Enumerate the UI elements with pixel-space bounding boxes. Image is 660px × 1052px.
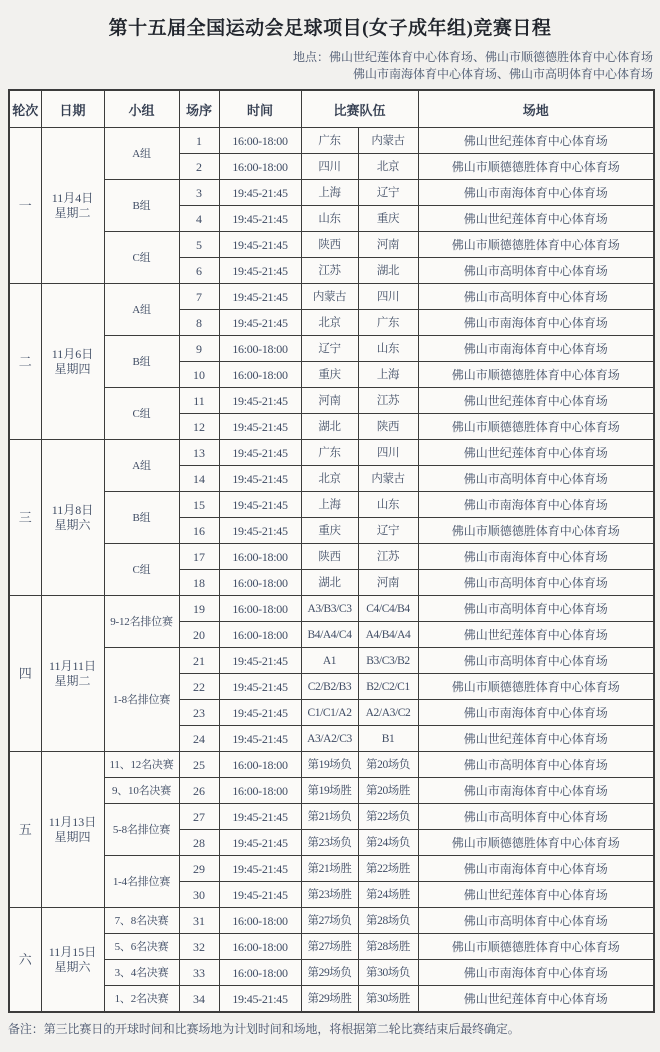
team2-cell: 四川 — [358, 440, 418, 466]
team1-cell: A3/B3/C3 — [301, 596, 358, 622]
team1-cell: 第21场胜 — [301, 856, 358, 882]
group-cell: C组 — [104, 544, 179, 596]
date-text: 11月6日 — [51, 346, 94, 361]
team2-cell: 上海 — [358, 362, 418, 388]
time-cell: 16:00-18:00 — [219, 960, 301, 986]
match-no-cell: 9 — [179, 336, 219, 362]
team1-cell: 第27场胜 — [301, 934, 358, 960]
group-cell: A组 — [104, 440, 179, 492]
venue-cell: 佛山市南海体育中心体育场 — [418, 700, 654, 726]
team1-cell: 第19场负 — [301, 752, 358, 778]
group-cell: 5-8名排位赛 — [104, 804, 179, 856]
venue-cell: 佛山世纪莲体育中心体育场 — [418, 388, 654, 414]
table-row — [9, 284, 654, 310]
group-cell: B组 — [104, 180, 179, 232]
round-cell: 六 — [9, 908, 41, 1013]
date-cell — [41, 596, 104, 752]
time-cell: 19:45-21:45 — [219, 310, 301, 336]
team1-cell: 第29场胜 — [301, 986, 358, 1013]
match-no-cell: 25 — [179, 752, 219, 778]
page-title: 第十五届全国运动会足球项目(女子成年组)竞赛日程 — [108, 18, 552, 39]
team2-cell: 内蒙古 — [358, 128, 418, 154]
team2-cell: 江苏 — [358, 388, 418, 414]
time-cell: 16:00-18:00 — [219, 596, 301, 622]
team1-cell: 陕西 — [301, 544, 358, 570]
weekday-text: 星期四 — [54, 829, 91, 844]
time-cell: 16:00-18:00 — [219, 362, 301, 388]
group-cell: 9-12名排位赛 — [104, 596, 179, 648]
group-cell: C组 — [104, 232, 179, 284]
team1-cell: 第29场负 — [301, 960, 358, 986]
match-no-cell: 11 — [179, 388, 219, 414]
group-cell: 1-8名排位赛 — [104, 648, 179, 752]
table-row — [9, 908, 654, 934]
time-cell: 19:45-21:45 — [219, 284, 301, 310]
team2-cell: 第22场负 — [358, 804, 418, 830]
group-cell: B组 — [104, 492, 179, 544]
group-cell: 11、12名决赛 — [104, 752, 179, 778]
date-text: 11月8日 — [51, 502, 94, 517]
venue-cell: 佛山市南海体育中心体育场 — [418, 336, 654, 362]
team2-cell: 四川 — [358, 284, 418, 310]
team2-cell: C4/C4/B4 — [358, 596, 418, 622]
time-cell: 19:45-21:45 — [219, 804, 301, 830]
time-cell: 19:45-21:45 — [219, 700, 301, 726]
venue-cell: 佛山市顺德德胜体育中心体育场 — [418, 414, 654, 440]
weekday-text: 星期四 — [54, 361, 91, 376]
venue-cell: 佛山世纪莲体育中心体育场 — [418, 882, 654, 908]
time-cell: 19:45-21:45 — [219, 258, 301, 284]
date-cell — [41, 284, 104, 440]
team2-cell: 广东 — [358, 310, 418, 336]
venue-cell: 佛山市高明体育中心体育场 — [418, 752, 654, 778]
group-cell: A组 — [104, 128, 179, 180]
team2-cell: 陕西 — [358, 414, 418, 440]
team1-cell: 四川 — [301, 154, 358, 180]
venue-cell: 佛山市顺德德胜体育中心体育场 — [418, 934, 654, 960]
team2-cell: 河南 — [358, 570, 418, 596]
time-cell: 19:45-21:45 — [219, 726, 301, 752]
venues-line-2: 佛山市南海体育中心体育场、佛山市高明体育中心体育场 — [352, 66, 653, 81]
header-group: 小组 — [104, 90, 179, 128]
venue-cell: 佛山世纪莲体育中心体育场 — [418, 128, 654, 154]
table-row — [9, 596, 654, 622]
venue-cell: 佛山市南海体育中心体育场 — [418, 492, 654, 518]
time-cell: 19:45-21:45 — [219, 206, 301, 232]
group-cell: A组 — [104, 284, 179, 336]
team2-cell: B2/C2/C1 — [358, 674, 418, 700]
table-row — [9, 778, 654, 804]
match-no-cell: 28 — [179, 830, 219, 856]
date-text: 11月4日 — [51, 190, 94, 205]
team2-cell: 第24场胜 — [358, 882, 418, 908]
match-no-cell: 23 — [179, 700, 219, 726]
table-row — [9, 934, 654, 960]
time-cell: 16:00-18:00 — [219, 752, 301, 778]
time-cell: 19:45-21:45 — [219, 492, 301, 518]
match-no-cell: 8 — [179, 310, 219, 336]
time-cell: 19:45-21:45 — [219, 388, 301, 414]
time-cell: 19:45-21:45 — [219, 856, 301, 882]
venue-cell: 佛山世纪莲体育中心体育场 — [418, 986, 654, 1013]
team1-cell: 北京 — [301, 310, 358, 336]
team2-cell: 重庆 — [358, 206, 418, 232]
venue-cell: 佛山市南海体育中心体育场 — [418, 778, 654, 804]
table-row — [9, 648, 654, 674]
team2-cell: 第24场负 — [358, 830, 418, 856]
team1-cell: A1 — [301, 648, 358, 674]
group-cell: 7、8名决赛 — [104, 908, 179, 934]
team2-cell: B1 — [358, 726, 418, 752]
time-cell: 19:45-21:45 — [219, 466, 301, 492]
match-no-cell: 24 — [179, 726, 219, 752]
match-no-cell: 5 — [179, 232, 219, 258]
time-cell: 16:00-18:00 — [219, 908, 301, 934]
time-cell: 19:45-21:45 — [219, 830, 301, 856]
match-no-cell: 20 — [179, 622, 219, 648]
weekday-text: 星期六 — [54, 517, 91, 532]
team2-cell: A4/B4/A4 — [358, 622, 418, 648]
team2-cell: 第20场胜 — [358, 778, 418, 804]
match-no-cell: 17 — [179, 544, 219, 570]
venue-cell: 佛山市高明体育中心体育场 — [418, 466, 654, 492]
table-row — [9, 986, 654, 1013]
group-cell: 9、10名决赛 — [104, 778, 179, 804]
team1-cell: 第23场胜 — [301, 882, 358, 908]
team1-cell: 山东 — [301, 206, 358, 232]
date-text: 11月11日 — [48, 658, 97, 673]
match-no-cell: 31 — [179, 908, 219, 934]
header-teams: 比赛队伍 — [301, 90, 418, 128]
time-cell: 19:45-21:45 — [219, 440, 301, 466]
match-no-cell: 18 — [179, 570, 219, 596]
team1-cell: C1/C1/A2 — [301, 700, 358, 726]
match-no-cell: 30 — [179, 882, 219, 908]
match-no-cell: 7 — [179, 284, 219, 310]
table-row — [9, 960, 654, 986]
team2-cell: 第30场负 — [358, 960, 418, 986]
team1-cell: A3/A2/C3 — [301, 726, 358, 752]
venue-cell: 佛山市高明体育中心体育场 — [418, 648, 654, 674]
match-no-cell: 21 — [179, 648, 219, 674]
time-cell: 16:00-18:00 — [219, 570, 301, 596]
footnote: 备注：第三比赛日的开球时间和比赛场地为计划时间和场地，将根据第二轮比赛结束后最终确定。 — [8, 1022, 520, 1036]
header-round: 轮次 — [9, 90, 41, 128]
group-cell: 1、2名决赛 — [104, 986, 179, 1013]
team1-cell: 广东 — [301, 440, 358, 466]
round-cell: 一 — [9, 128, 41, 284]
match-no-cell: 15 — [179, 492, 219, 518]
date-text: 11月13日 — [48, 814, 97, 829]
weekday-text: 星期六 — [54, 959, 91, 974]
team2-cell: 第22场胜 — [358, 856, 418, 882]
match-no-cell: 3 — [179, 180, 219, 206]
match-no-cell: 6 — [179, 258, 219, 284]
round-cell: 四 — [9, 596, 41, 752]
schedule-body — [9, 128, 654, 1013]
team1-cell: 北京 — [301, 466, 358, 492]
team2-cell: 湖北 — [358, 258, 418, 284]
team2-cell: B3/C3/B2 — [358, 648, 418, 674]
time-cell: 19:45-21:45 — [219, 518, 301, 544]
venue-cell: 佛山市顺德德胜体育中心体育场 — [418, 518, 654, 544]
group-cell: B组 — [104, 336, 179, 388]
team1-cell: 第23场负 — [301, 830, 358, 856]
table-row — [9, 752, 654, 778]
match-no-cell: 1 — [179, 128, 219, 154]
time-cell: 16:00-18:00 — [219, 778, 301, 804]
time-cell: 19:45-21:45 — [219, 674, 301, 700]
schedule-table — [8, 89, 655, 1013]
match-no-cell: 32 — [179, 934, 219, 960]
team2-cell: 内蒙古 — [358, 466, 418, 492]
team1-cell: 第21场负 — [301, 804, 358, 830]
match-no-cell: 26 — [179, 778, 219, 804]
time-cell: 16:00-18:00 — [219, 128, 301, 154]
team1-cell: 上海 — [301, 492, 358, 518]
match-no-cell: 14 — [179, 466, 219, 492]
team2-cell: 河南 — [358, 232, 418, 258]
team2-cell: A2/A3/C2 — [358, 700, 418, 726]
table-row — [9, 544, 654, 570]
table-row — [9, 336, 654, 362]
table-row — [9, 180, 654, 206]
team1-cell: 重庆 — [301, 518, 358, 544]
weekday-text: 星期二 — [54, 205, 91, 220]
venue-cell: 佛山市高明体育中心体育场 — [418, 258, 654, 284]
team2-cell: 山东 — [358, 336, 418, 362]
round-cell: 五 — [9, 752, 41, 908]
date-cell — [41, 752, 104, 908]
venue-cell: 佛山市高明体育中心体育场 — [418, 908, 654, 934]
venues-note — [0, 49, 660, 82]
table-row — [9, 804, 654, 830]
group-cell: C组 — [104, 388, 179, 440]
venue-cell: 佛山市高明体育中心体育场 — [418, 284, 654, 310]
time-cell: 16:00-18:00 — [219, 934, 301, 960]
venue-cell: 佛山市南海体育中心体育场 — [418, 856, 654, 882]
time-cell: 19:45-21:45 — [219, 232, 301, 258]
team1-cell: 广东 — [301, 128, 358, 154]
team1-cell: B4/A4/C4 — [301, 622, 358, 648]
team2-cell: 江苏 — [358, 544, 418, 570]
match-no-cell: 2 — [179, 154, 219, 180]
date-cell — [41, 440, 104, 596]
match-no-cell: 13 — [179, 440, 219, 466]
team1-cell: 上海 — [301, 180, 358, 206]
team2-cell: 北京 — [358, 154, 418, 180]
group-cell: 5、6名决赛 — [104, 934, 179, 960]
table-row — [9, 128, 654, 154]
weekday-text: 星期二 — [54, 673, 91, 688]
team1-cell: 江苏 — [301, 258, 358, 284]
date-cell — [41, 908, 104, 1013]
match-no-cell: 33 — [179, 960, 219, 986]
venue-cell: 佛山市顺德德胜体育中心体育场 — [418, 154, 654, 180]
venue-cell: 佛山市顺德德胜体育中心体育场 — [418, 830, 654, 856]
venue-cell: 佛山市顺德德胜体育中心体育场 — [418, 232, 654, 258]
team1-cell: C2/B2/B3 — [301, 674, 358, 700]
team2-cell: 第28场胜 — [358, 934, 418, 960]
header-match-no: 场序 — [179, 90, 219, 128]
table-row — [9, 492, 654, 518]
match-no-cell: 4 — [179, 206, 219, 232]
match-no-cell: 34 — [179, 986, 219, 1013]
time-cell: 16:00-18:00 — [219, 336, 301, 362]
team1-cell: 内蒙古 — [301, 284, 358, 310]
table-row — [9, 388, 654, 414]
time-cell: 16:00-18:00 — [219, 154, 301, 180]
header-row — [9, 90, 654, 128]
table-row — [9, 856, 654, 882]
header-time: 时间 — [219, 90, 301, 128]
group-cell: 3、4名决赛 — [104, 960, 179, 986]
venue-cell: 佛山市顺德德胜体育中心体育场 — [418, 362, 654, 388]
table-row — [9, 440, 654, 466]
time-cell: 19:45-21:45 — [219, 180, 301, 206]
group-cell: 1-4名排位赛 — [104, 856, 179, 908]
date-cell — [41, 128, 104, 284]
time-cell: 19:45-21:45 — [219, 414, 301, 440]
venue-cell: 佛山市南海体育中心体育场 — [418, 180, 654, 206]
time-cell: 16:00-18:00 — [219, 544, 301, 570]
match-no-cell: 27 — [179, 804, 219, 830]
team1-cell: 重庆 — [301, 362, 358, 388]
match-no-cell: 19 — [179, 596, 219, 622]
match-no-cell: 12 — [179, 414, 219, 440]
team2-cell: 辽宁 — [358, 180, 418, 206]
team2-cell: 辽宁 — [358, 518, 418, 544]
team1-cell: 第27场负 — [301, 908, 358, 934]
team2-cell: 第30场胜 — [358, 986, 418, 1013]
team1-cell: 湖北 — [301, 570, 358, 596]
team1-cell: 第19场胜 — [301, 778, 358, 804]
venue-cell: 佛山市南海体育中心体育场 — [418, 310, 654, 336]
round-cell: 二 — [9, 284, 41, 440]
venue-cell: 佛山市高明体育中心体育场 — [418, 596, 654, 622]
team2-cell: 第28场负 — [358, 908, 418, 934]
round-cell: 三 — [9, 440, 41, 596]
team1-cell: 辽宁 — [301, 336, 358, 362]
venue-cell: 佛山市高明体育中心体育场 — [418, 804, 654, 830]
time-cell: 19:45-21:45 — [219, 986, 301, 1013]
venue-cell: 佛山世纪莲体育中心体育场 — [418, 440, 654, 466]
venue-cell: 佛山市南海体育中心体育场 — [418, 544, 654, 570]
team1-cell: 陕西 — [301, 232, 358, 258]
header-date: 日期 — [41, 90, 104, 128]
venue-cell: 佛山市高明体育中心体育场 — [418, 570, 654, 596]
table-row — [9, 232, 654, 258]
header-venue: 场地 — [418, 90, 654, 128]
date-text: 11月15日 — [48, 944, 97, 959]
team2-cell: 山东 — [358, 492, 418, 518]
venue-cell: 佛山市南海体育中心体育场 — [418, 960, 654, 986]
match-no-cell: 29 — [179, 856, 219, 882]
time-cell: 19:45-21:45 — [219, 882, 301, 908]
time-cell: 19:45-21:45 — [219, 648, 301, 674]
team2-cell: 第20场负 — [358, 752, 418, 778]
venue-cell: 佛山世纪莲体育中心体育场 — [418, 206, 654, 232]
team1-cell: 湖北 — [301, 414, 358, 440]
team1-cell: 河南 — [301, 388, 358, 414]
match-no-cell: 10 — [179, 362, 219, 388]
venue-cell: 佛山世纪莲体育中心体育场 — [418, 726, 654, 752]
match-no-cell: 22 — [179, 674, 219, 700]
match-no-cell: 16 — [179, 518, 219, 544]
venue-cell: 佛山世纪莲体育中心体育场 — [418, 622, 654, 648]
time-cell: 16:00-18:00 — [219, 622, 301, 648]
venues-line-1: 地点：佛山世纪莲体育中心体育场、佛山市顺德德胜体育中心体育场 — [292, 50, 653, 64]
venue-cell: 佛山市顺德德胜体育中心体育场 — [418, 674, 654, 700]
